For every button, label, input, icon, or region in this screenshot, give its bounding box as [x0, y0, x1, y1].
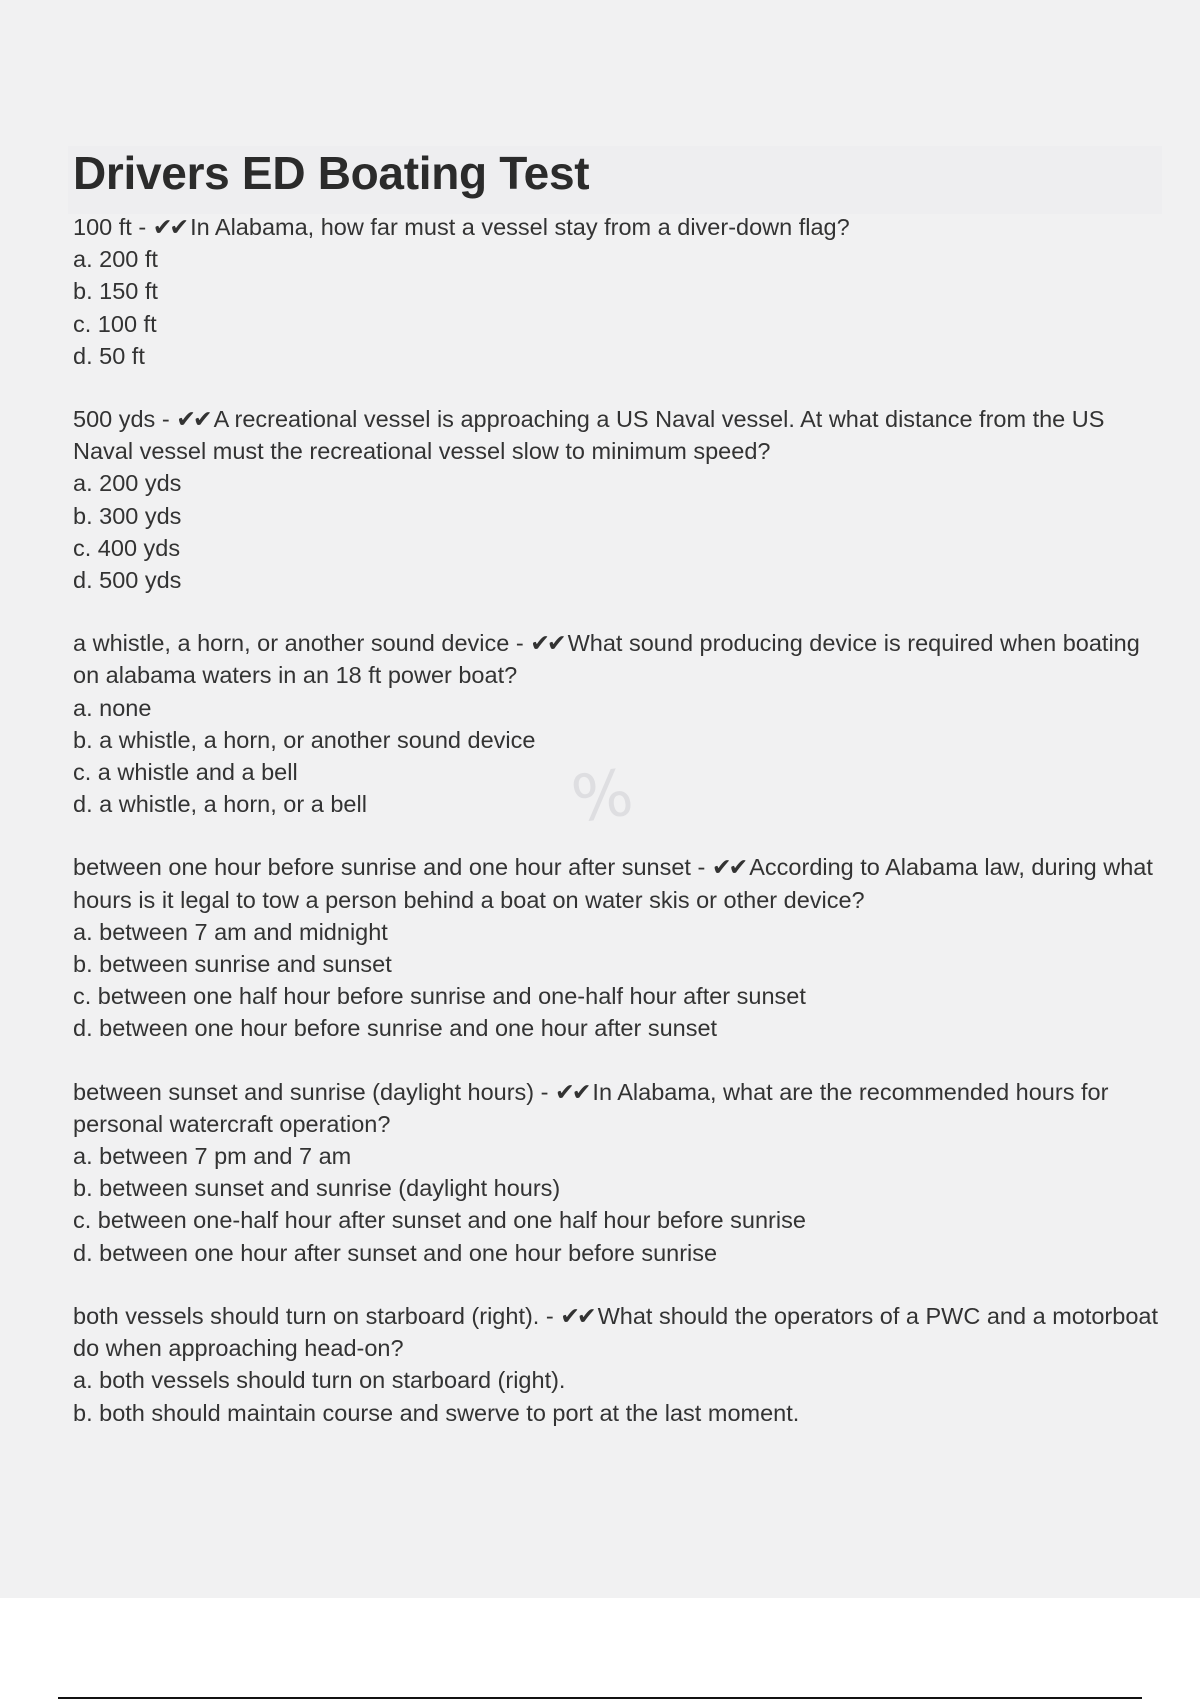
question-line: 500 yds - ✔✔ A recreational vessel is approaching a US Naval vessel. At what distance from the US Naval vessel must the recreational vessel slow to minimum speed? [73, 406, 1105, 465]
option-c: c. between one-half hour after sunset and one half hour before sunrise [73, 1207, 806, 1234]
option-list [73, 916, 1163, 1045]
option-b: b. a whistle, a horn, or another sound device [73, 726, 536, 753]
question-text: In Alabama, what are the recommended hours for personal watercraft operation? [73, 1078, 1109, 1137]
question-text: According to Alabama law, during what hours is it legal to tow a person behind a boat on water skis or other device? [73, 854, 1153, 913]
double-check-icon: ✔✔ [711, 854, 746, 881]
option-d: d. between one hour before sunrise and one hour after sunset [73, 1015, 718, 1042]
percent-watermark-icon: % [567, 756, 638, 838]
question-item [73, 627, 1163, 820]
option-b: b. between sunset and sunrise (daylight hours) [73, 1175, 561, 1202]
double-check-icon: ✔✔ [555, 1078, 589, 1105]
option-a: a. between 7 am and midnight [73, 918, 388, 945]
option-d: d. between one hour after sunset and one hour before sunrise [73, 1239, 718, 1266]
option-b: b. 150 ft [73, 278, 158, 305]
document-title: Drivers ED Boating Test [73, 147, 590, 199]
option-c: c. 100 ft [73, 310, 157, 337]
option-a: a. both vessels should turn on starboard (right). [73, 1367, 566, 1394]
option-d: d. 500 yds [73, 567, 182, 594]
question-item [73, 403, 1163, 596]
question-item [73, 211, 1163, 372]
option-d: d. 50 ft [73, 342, 145, 369]
question-line: between sunset and sunrise (daylight hours) - ✔✔ In Alabama, what are the recommended hours for personal watercraft operation? [73, 1078, 1109, 1137]
question-line: a whistle, a horn, or another sound device - ✔✔ What sound producing device is required when boating on alabama waters in an 18 ft power boat? [73, 630, 1140, 689]
answer-text: between sunset and sunrise (daylight hours) [73, 1078, 535, 1105]
double-check-icon: ✔✔ [176, 406, 210, 433]
option-a: a. 200 yds [73, 470, 182, 497]
answer-text: both vessels should turn on starboard (right). [73, 1302, 540, 1329]
option-list [73, 1364, 1163, 1428]
question-text: In Alabama, how far must a vessel stay from a diver-down flag? [190, 214, 850, 240]
answer-text: 100 ft [73, 214, 132, 240]
option-list [73, 692, 1163, 821]
question-item [73, 1076, 1163, 1269]
question-text: What sound producing device is required when boating on alabama waters in an 18 ft power boat? [73, 630, 1140, 689]
answer-text: 500 yds [73, 406, 156, 433]
option-a: a. 200 ft [73, 246, 158, 273]
option-c: c. 400 yds [73, 534, 181, 561]
question-item [73, 1300, 1163, 1429]
option-list [73, 243, 1163, 372]
double-check-icon: ✔✔ [530, 630, 564, 657]
option-list [73, 1140, 1163, 1269]
question-line: between one hour before sunrise and one hour after sunset - ✔✔ According to Alabama law, during what hours is it legal to tow a person behind a boat on water skis or other device? [73, 854, 1153, 913]
answer-text: a whistle, a horn, or another sound device [73, 630, 510, 657]
option-list [73, 467, 1163, 596]
option-b: b. between sunrise and sunset [73, 951, 392, 978]
question-line: both vessels should turn on starboard (right). - ✔✔ What should the operators of a PWC and a motorboat do when approaching head-on? [73, 1302, 1158, 1362]
answer-text: between one hour before sunrise and one hour after sunset [73, 854, 691, 881]
question-text: What should the operators of a PWC and a motorboat do when approaching head-on? [73, 1302, 1158, 1362]
option-a: a. between 7 pm and 7 am [73, 1143, 352, 1170]
footer-divider [58, 1697, 1142, 1699]
option-d: d. a whistle, a horn, or a bell [73, 791, 367, 818]
question-item [73, 851, 1163, 1044]
option-c: c. between one half hour before sunrise and one-half hour after sunset [73, 983, 806, 1010]
option-b: b. 300 yds [73, 502, 182, 529]
question-line: 100 ft - ✔✔ In Alabama, how far must a vessel stay from a diver-down flag? [73, 214, 850, 240]
double-check-icon: ✔✔ [560, 1302, 594, 1329]
question-list [73, 211, 1163, 1460]
option-b: b. both should maintain course and swerve to port at the last moment. [73, 1399, 800, 1426]
option-a: a. none [73, 694, 152, 721]
option-c: c. a whistle and a bell [73, 759, 298, 786]
question-text: A recreational vessel is approaching a US Naval vessel. At what distance from the US Naval vessel must the recreational vessel slow to minimum speed? [73, 406, 1105, 465]
double-check-icon: ✔✔ [152, 214, 187, 240]
